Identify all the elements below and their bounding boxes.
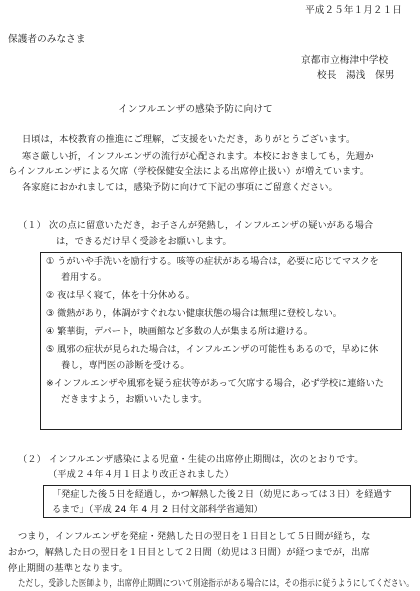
period-box (43, 485, 411, 518)
period-text: 「発症した後５日を経過し，かつ解熱した後２日（幼児にあっては３日）を経過す (52, 489, 392, 500)
date: 平成２５年１月２１日 (305, 5, 402, 16)
closing-line: ただし，受診した医師より，出席停止期間について別途指示がある場合には，その指示に従うようにしてください。 (18, 578, 414, 589)
closing-line: 停止期間の基準となります。 (8, 563, 129, 574)
period-text: るまで」（平成 24 年 4 月 2 日付文部科学省通知） (52, 504, 263, 515)
precaution-item: ② 夜は早く寝て，体を十分休める。 (46, 290, 195, 301)
principal: 校長 湯浅 保男 (317, 70, 395, 81)
page-title: インフルエンザの感染予防に向けて (118, 104, 273, 115)
intro-line: 各家庭におかれましては，感染予防に向けて下記の事項にご留意ください。 (22, 182, 338, 193)
section-2-line: （平成２４年４月１日より改正されました） (48, 469, 234, 480)
intro-line: らインフルエンザによる欠席（学校保健安全法による出席停止扱い）が増えています。 (8, 166, 370, 177)
section-1-line: は，できるだけ早く受診をお願いします。 (56, 236, 232, 247)
intro-line: 日頃は，本校教育の推進にご理解，ご支援をいただき，ありがとうございます。 (22, 134, 356, 145)
precaution-item: ③ 微熱があり，体調がすぐれない健康状態の場合は無理に登校しない。 (46, 308, 342, 319)
precaution-item: ④ 繁華街，デパート，映画館など多数の人が集まる所は避ける。 (46, 326, 314, 337)
closing-line: つまり，インフルエンザを発症・発熱した日の翌日を１日目として５日間が経ち，な (18, 531, 371, 542)
closing-line: おかつ，解熱した日の翌日を１日目として２日間（幼児は３日間）が経つまでが，出席 (8, 547, 370, 558)
precaution-item: ⑤ 風邪の症状が見られた場合は，インフルエンザの可能性もあるので，早めに休 (46, 344, 379, 355)
precaution-item: ① うがいや手洗いを励行する。咳等の症状がある場合は，必要に応じてマスクを (46, 256, 379, 267)
school-name: 京都市立梅津中学校 (301, 55, 389, 66)
precaution-item: 着用する。 (61, 272, 107, 283)
precaution-item: ※インフルエンザや風邪を疑う症状等があって欠席する場合，必ず学校に連絡いた (46, 378, 384, 389)
precaution-item: 養し，専門医の診断を受ける。 (61, 360, 190, 371)
precaution-item: だきますよう，お願いいたします。 (61, 394, 208, 405)
section-2-line: （２） インフルエンザ感染による児童・生徒の出席停止期間は，次のとおりです。 (18, 454, 364, 465)
precautions-box (40, 252, 402, 430)
recipient: 保護者のみなさま (8, 34, 86, 45)
intro-line: 寒さ厳しい折，インフルエンザの流行が心配されます。本校におきましても，先週か (22, 151, 374, 162)
section-1-line: （１） 次の点に留意いただき，お子さんが発熱し，インフルエンザの疑いがある場合 (18, 220, 374, 231)
